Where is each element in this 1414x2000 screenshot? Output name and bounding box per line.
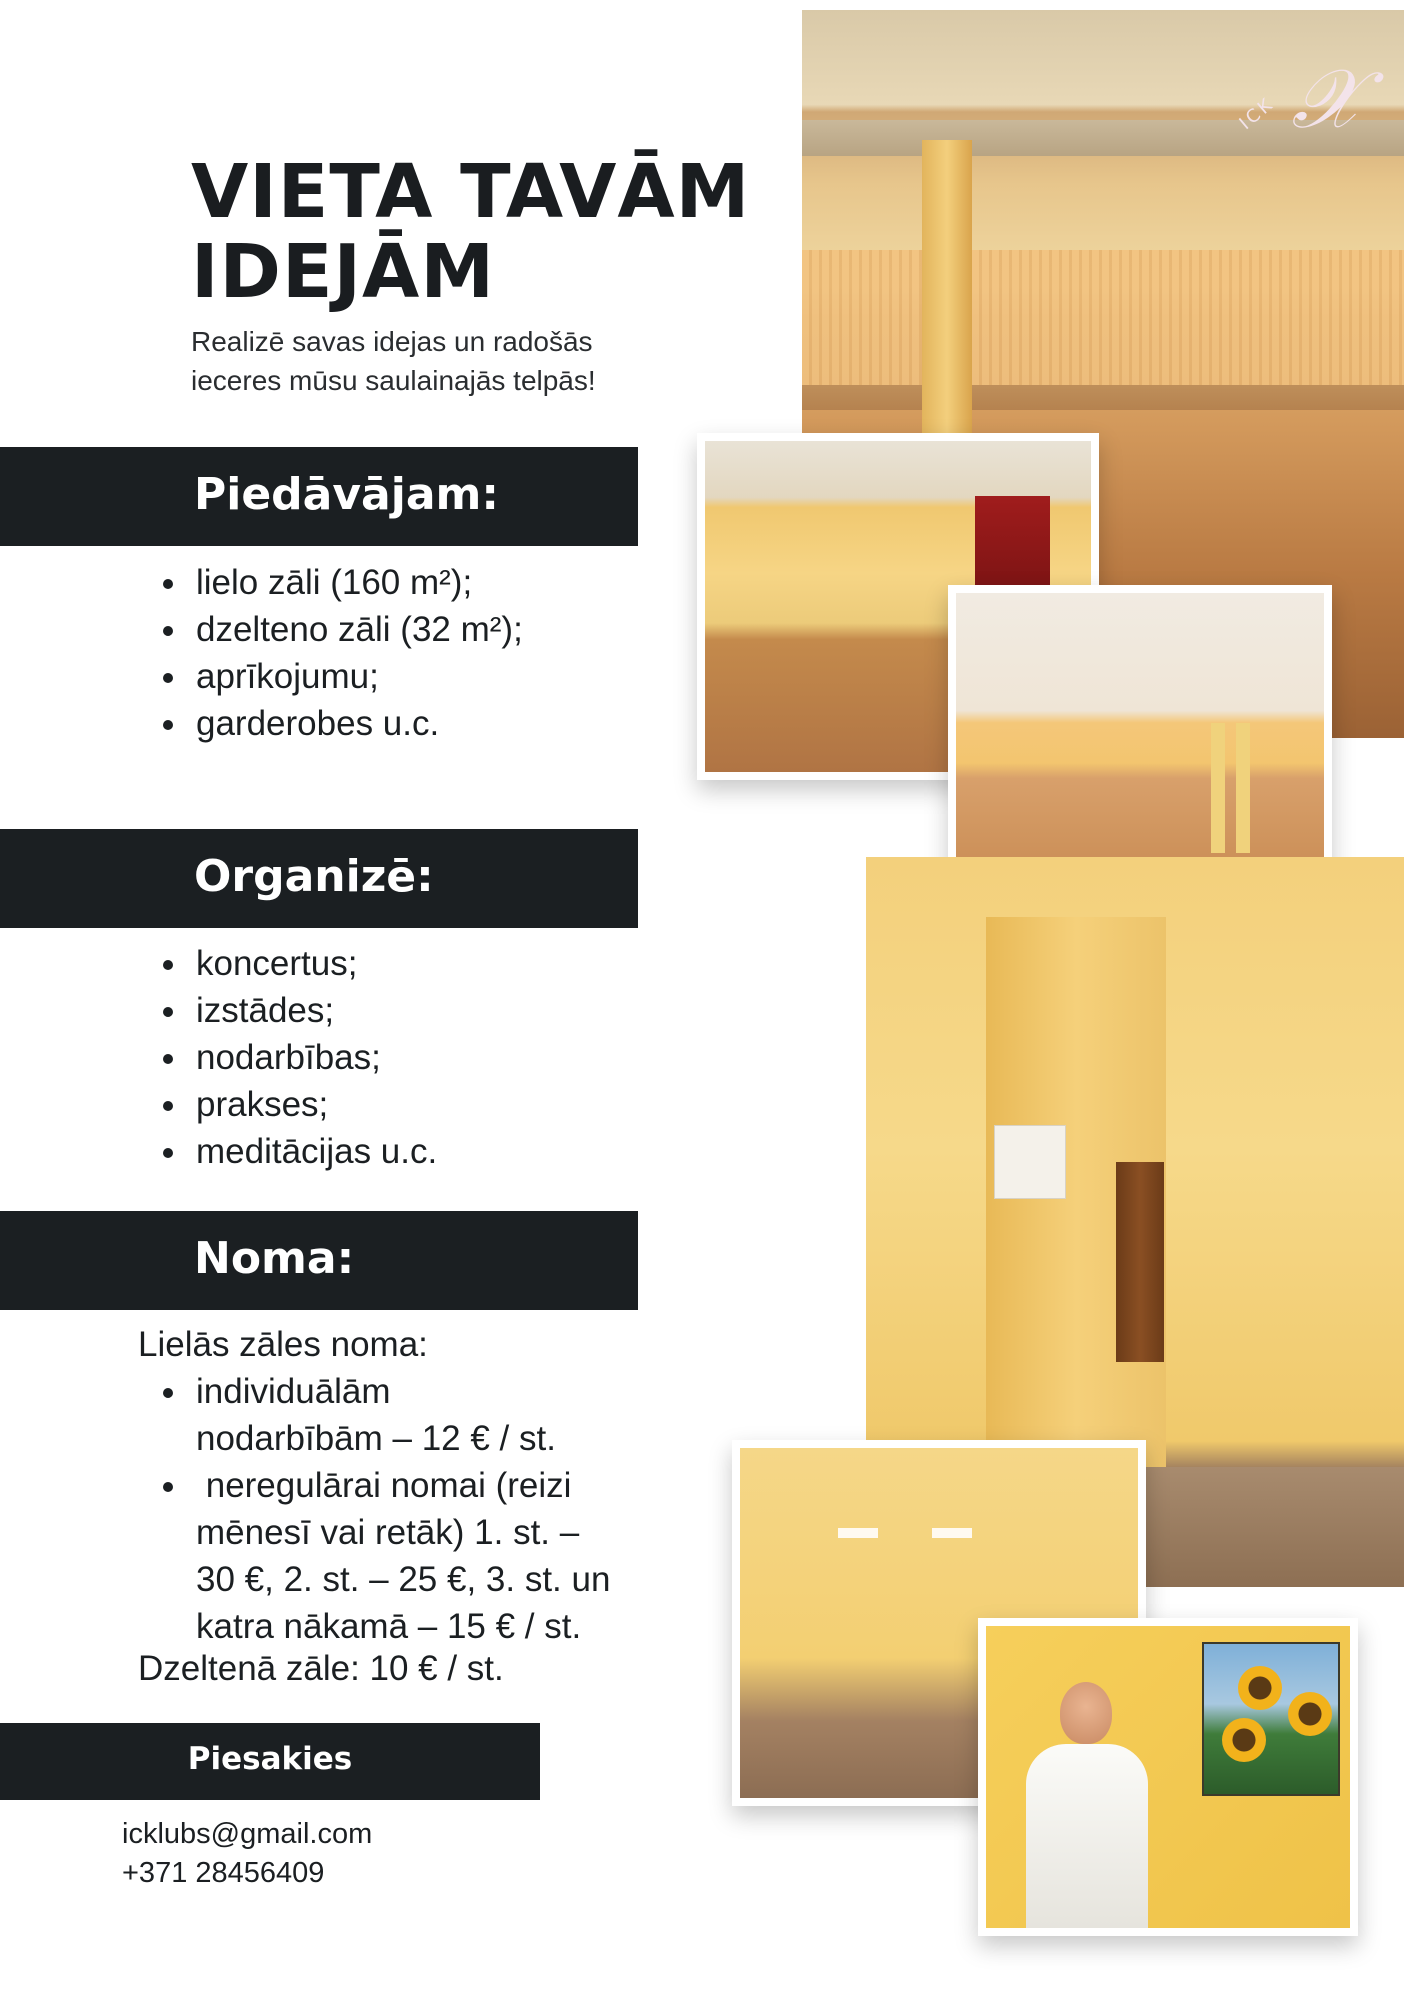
list-item-text: dzelteno zāli (32 m²); xyxy=(196,610,523,649)
email-link[interactable]: icklubs@gmail.com xyxy=(122,1818,373,1850)
title-line-2: IDEJĀM xyxy=(191,229,495,315)
door xyxy=(1116,1162,1164,1362)
offer-heading: Piedāvājam: xyxy=(194,469,499,520)
sunflower-icon xyxy=(1238,1666,1282,1710)
sunflower-painting xyxy=(1202,1642,1340,1796)
list-item-text: koncertus; xyxy=(196,944,358,983)
subtitle-line-2: ieceres mūsu saulainajās telpās! xyxy=(191,365,596,396)
list-item-text: garderobes u.c. xyxy=(196,704,440,743)
wall-panel xyxy=(994,1125,1066,1199)
list-item-text: lielo zāli (160 m²); xyxy=(196,563,473,602)
list-item xyxy=(196,940,437,987)
list-item-line: individuālām xyxy=(196,1372,391,1411)
rent-heading-bar xyxy=(0,1211,638,1310)
list-item xyxy=(196,700,523,747)
list-item-text: meditācijas u.c. xyxy=(196,1132,438,1171)
list-item-line: nodarbībām – 12 € / st. xyxy=(196,1419,556,1458)
person-figure xyxy=(1026,1744,1148,1928)
organize-list xyxy=(196,940,437,1175)
column xyxy=(1236,723,1250,853)
bullet-icon xyxy=(163,720,173,730)
list-item xyxy=(196,1368,636,1462)
window-blinds xyxy=(802,250,1404,385)
bullet-icon xyxy=(163,1101,173,1111)
list-item xyxy=(196,559,523,606)
rent-intro: Lielās zāles noma: xyxy=(138,1325,428,1364)
bullet-icon xyxy=(163,960,173,970)
sunflower-icon xyxy=(1222,1718,1266,1762)
list-item xyxy=(196,1128,437,1175)
ceiling-lamp xyxy=(932,1528,972,1538)
person-head xyxy=(1060,1682,1112,1744)
list-item xyxy=(196,1081,437,1128)
rent-heading: Noma: xyxy=(194,1233,355,1284)
ick-logo xyxy=(1232,50,1362,150)
title-line-1: VIETA TAVĀM xyxy=(191,149,751,235)
hall-photo-3 xyxy=(956,593,1324,902)
offer-list xyxy=(196,559,523,747)
list-item-text: izstādes; xyxy=(196,991,335,1030)
red-wall xyxy=(975,496,1050,591)
rent-list xyxy=(196,1368,636,1650)
list-item-line: neregulārai nomai (reizi xyxy=(196,1466,572,1505)
list-item xyxy=(196,1034,437,1081)
bullet-icon xyxy=(163,1482,173,1492)
bullet-icon xyxy=(163,626,173,636)
list-item-text: prakses; xyxy=(196,1085,329,1124)
person-photo-frame xyxy=(978,1618,1358,1936)
subtitle xyxy=(191,322,711,400)
list-item-text: aprīkojumu; xyxy=(196,657,379,696)
signup-label: Piesakies xyxy=(187,1741,353,1777)
sunflower-icon xyxy=(1288,1692,1332,1736)
list-item xyxy=(196,606,523,653)
rent-outro: Dzeltenā zāle: 10 € / st. xyxy=(138,1649,504,1688)
logo-text: ICK xyxy=(1235,93,1279,135)
subtitle-line-1: Realizē savas idejas un radošās xyxy=(191,326,593,357)
ceiling-lamp xyxy=(838,1528,878,1538)
page-title xyxy=(191,149,751,315)
pillar xyxy=(922,140,972,450)
list-item xyxy=(196,653,523,700)
signup-bar[interactable] xyxy=(0,1723,540,1800)
list-item-line: katra nākamā – 15 € / st. xyxy=(196,1607,582,1646)
phone-link[interactable]: +371 28456409 xyxy=(122,1857,325,1889)
bullet-icon xyxy=(163,1007,173,1017)
organize-heading: Organizē: xyxy=(194,851,434,902)
bullet-icon xyxy=(163,673,173,683)
column xyxy=(1211,723,1225,853)
list-item-line: mēnesī vai retāk) 1. st. – xyxy=(196,1513,580,1552)
list-item-line: 30 €, 2. st. – 25 €, 3. st. un xyxy=(196,1560,611,1599)
bullet-icon xyxy=(163,1148,173,1158)
list-item-text: nodarbības; xyxy=(196,1038,381,1077)
list-item xyxy=(196,987,437,1034)
list-item xyxy=(196,1462,636,1650)
bullet-icon xyxy=(163,1388,173,1398)
organize-heading-bar xyxy=(0,829,638,928)
logo-mark-icon: 𝒳 xyxy=(1291,52,1362,147)
bullet-icon xyxy=(163,1054,173,1064)
offer-heading-bar xyxy=(0,447,638,546)
person-photo xyxy=(986,1626,1350,1928)
bullet-icon xyxy=(163,579,173,589)
contact-block xyxy=(122,1815,372,1893)
